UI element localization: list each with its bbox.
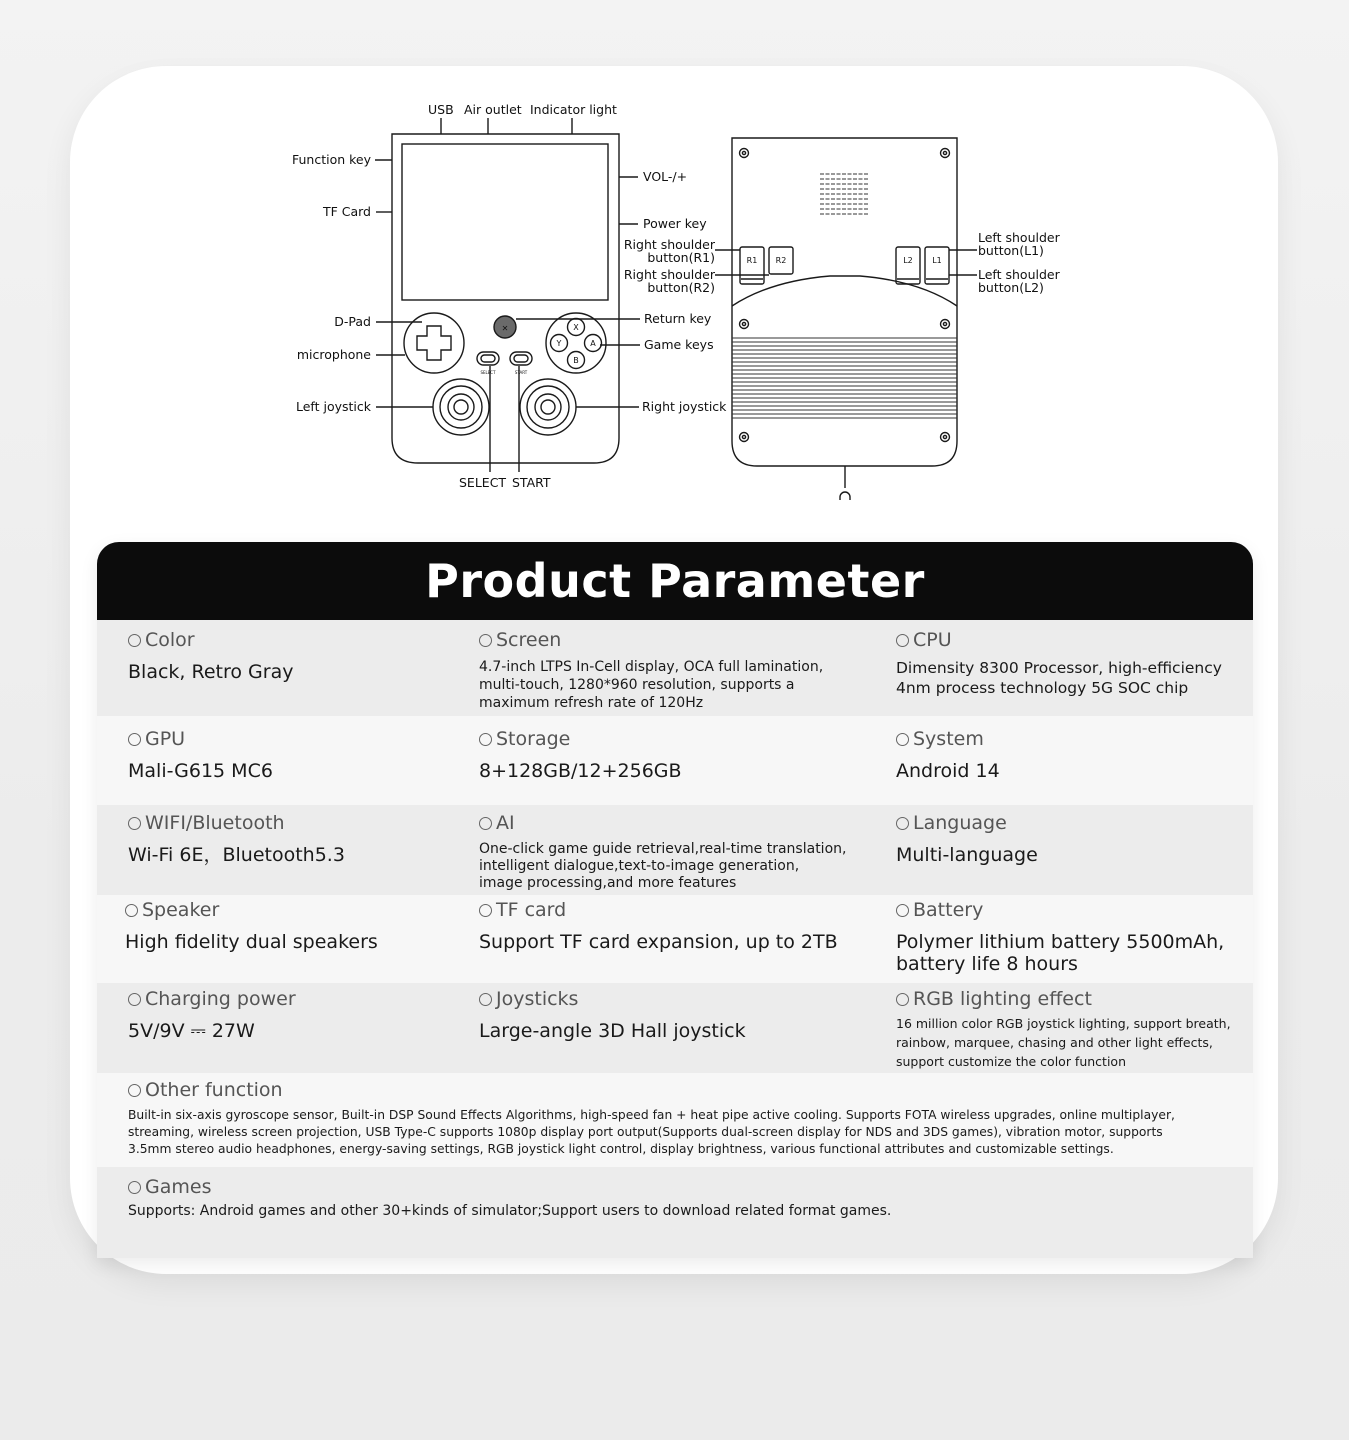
label-right-joystick: Right joystick <box>642 399 727 414</box>
param-speaker <box>125 899 378 953</box>
param-title: Charging power <box>145 988 296 1010</box>
label-rs-r2-line1: Right shoulder <box>623 267 715 282</box>
param-value: Mali-G615 MC6 <box>128 760 273 782</box>
param-joysticks <box>479 988 746 1042</box>
label-indicator-light: Indicator light <box>530 102 617 117</box>
param-value: Dimensity 8300 Processor, high-efficiency 4nm process technology 5G SOC chip <box>896 659 1222 697</box>
circle-icon <box>128 1084 141 1097</box>
param-value: Polymer lithium battery 5500mAh, battery life 8 hours <box>896 931 1225 975</box>
label-power-key: Power key <box>643 216 707 231</box>
a-button-letter: A <box>590 339 596 348</box>
device-diagram-svg <box>70 66 1278 536</box>
params-header: Product Parameter <box>97 542 1253 620</box>
left-joystick-shape <box>433 379 489 435</box>
param-row-6 <box>97 1073 1253 1167</box>
param-title: Language <box>913 812 1007 834</box>
label-ls-l2-line2: button(L2) <box>978 280 1044 295</box>
param-title: Screen <box>496 629 562 651</box>
param-title: GPU <box>145 728 186 750</box>
r2-label: R2 <box>775 256 787 265</box>
param-value: 5V/9V ⎓ 27W <box>128 1020 255 1042</box>
label-left-joystick: Left joystick <box>295 399 371 414</box>
circle-icon <box>479 733 492 746</box>
param-screen <box>479 629 823 712</box>
label-dpad: D-Pad <box>334 314 371 329</box>
param-tfcard <box>479 899 838 953</box>
circle-icon <box>896 634 909 647</box>
return-key-glyph: ✕ <box>501 324 509 333</box>
param-value: Wi-Fi 6E，Bluetooth5.3 <box>128 844 345 866</box>
circle-icon <box>125 904 138 917</box>
param-value: Black, Retro Gray <box>128 661 294 683</box>
param-language <box>896 812 1038 866</box>
param-row-3 <box>97 805 1253 895</box>
label-ls-l2-line1: Left shoulder <box>978 267 1060 282</box>
param-value: 4.7-inch LTPS In-Cell display, OCA full lamination, multi-touch, 1280*960 resolution, supports a maximum refresh rate of 120Hz <box>479 659 824 711</box>
param-ai <box>479 812 846 892</box>
param-charging <box>128 988 296 1042</box>
param-value: Multi-language <box>896 844 1038 866</box>
circle-icon <box>128 817 141 830</box>
right-joystick-shape <box>520 379 576 435</box>
headphone-jack-icon <box>840 492 850 500</box>
circle-icon <box>479 904 492 917</box>
label-select-small: SELECT <box>480 370 496 375</box>
param-value: Support TF card expansion, up to 2TB <box>479 931 838 953</box>
param-row-1 <box>97 620 1253 716</box>
l2-label: L2 <box>903 256 913 265</box>
circle-icon <box>896 817 909 830</box>
l1-label: L1 <box>932 256 942 265</box>
label-select: SELECT <box>459 475 507 490</box>
label-tf-card: TF Card <box>322 204 371 219</box>
param-title: Battery <box>913 899 984 921</box>
device-diagram <box>70 66 1278 536</box>
param-wifi <box>128 812 345 866</box>
label-air-outlet: Air outlet <box>464 102 522 117</box>
param-title: Color <box>145 629 195 651</box>
circle-icon <box>128 1181 141 1194</box>
circle-icon <box>128 634 141 647</box>
param-value: 8+128GB/12+256GB <box>479 760 682 782</box>
label-start: START <box>512 475 551 490</box>
param-value: Android 14 <box>896 760 1000 782</box>
param-battery <box>896 899 1224 975</box>
param-row-2 <box>97 716 1253 805</box>
param-value: Built-in six-axis gyroscope sensor, Built-in DSP Sound Effects Algorithms, high-speed fan + heat pipe active cooling. Supports FOTA wireless upgrades, online multiplayer, streaming, wireless screen projection, USB Type-C supports 1080p display port output(Supports dual-screen display for NDS and 3DS games), vibration motor, supports 3.5mm stereo audio headphones, energy-saving settings, RGB joystick light control, display brightness, various functional attributes and customizable settings. <box>128 1108 1175 1156</box>
label-function-key: Function key <box>291 152 371 167</box>
param-system <box>896 728 1000 782</box>
param-storage <box>479 728 682 782</box>
param-title: RGB lighting effect <box>913 988 1092 1010</box>
label-start-small: START <box>514 370 528 375</box>
param-title: WIFI/Bluetooth <box>145 812 285 834</box>
label-game-keys: Game keys <box>644 337 714 352</box>
param-title: Speaker <box>142 899 220 921</box>
param-value: High fidelity dual speakers <box>125 931 378 953</box>
param-value: One-click game guide retrieval,real-time translation, intelligent dialogue,text-to-image generation, image processing,and more features <box>479 841 847 891</box>
param-value: Large-angle 3D Hall joystick <box>479 1020 746 1042</box>
label-ls-l1-line2: button(L1) <box>978 243 1044 258</box>
vent-slats <box>732 338 957 418</box>
label-vol: VOL-/+ <box>643 169 688 184</box>
param-games <box>128 1176 891 1220</box>
param-value: Supports: Android games and other 30+kinds of simulator;Support users to download related format games. <box>128 1203 892 1219</box>
param-row-4 <box>97 895 1253 983</box>
label-microphone: microphone <box>296 347 371 362</box>
product-parameter-table <box>97 542 1253 1258</box>
label-return-key: Return key <box>644 311 712 326</box>
back-device-outline <box>732 138 957 466</box>
param-title: Other function <box>145 1079 283 1101</box>
param-title: Storage <box>496 728 571 750</box>
x-button-letter: X <box>573 323 579 332</box>
label-rs-r1-line1: Right shoulder <box>623 237 715 252</box>
param-other <box>128 1079 1175 1158</box>
label-rs-r2-line2: button(R2) <box>647 280 715 295</box>
r1-label: R1 <box>746 256 758 265</box>
circle-icon <box>479 817 492 830</box>
dpad-cross <box>417 326 451 360</box>
label-ls-l1-line1: Left shoulder <box>978 230 1060 245</box>
circle-icon <box>896 904 909 917</box>
label-rs-r1-line2: button(R1) <box>647 250 715 265</box>
param-rgb <box>896 988 1231 1071</box>
y-button-letter: Y <box>556 339 562 348</box>
param-row-7 <box>97 1167 1253 1258</box>
circle-icon <box>128 733 141 746</box>
speaker-grille <box>820 174 868 214</box>
param-title: TF card <box>496 899 567 921</box>
circle-icon <box>128 993 141 1006</box>
param-row-5 <box>97 983 1253 1073</box>
param-title: CPU <box>913 629 952 651</box>
param-color <box>128 629 293 683</box>
param-title: System <box>913 728 984 750</box>
param-gpu <box>128 728 273 782</box>
param-title: Joysticks <box>496 988 579 1010</box>
circle-icon <box>896 993 909 1006</box>
param-value: 16 million color RGB joystick lighting, support breath, rainbow, marquee, chasing and other light effects, support customize the color function <box>896 1016 1231 1069</box>
circle-icon <box>479 634 492 647</box>
front-screen <box>402 144 608 300</box>
param-title: AI <box>496 812 515 834</box>
label-usb: USB <box>428 102 454 117</box>
circle-icon <box>896 733 909 746</box>
b-button-letter: B <box>573 356 579 365</box>
circle-icon <box>479 993 492 1006</box>
front-device-outline <box>392 134 619 463</box>
param-cpu <box>896 629 1222 698</box>
param-title: Games <box>145 1176 212 1198</box>
